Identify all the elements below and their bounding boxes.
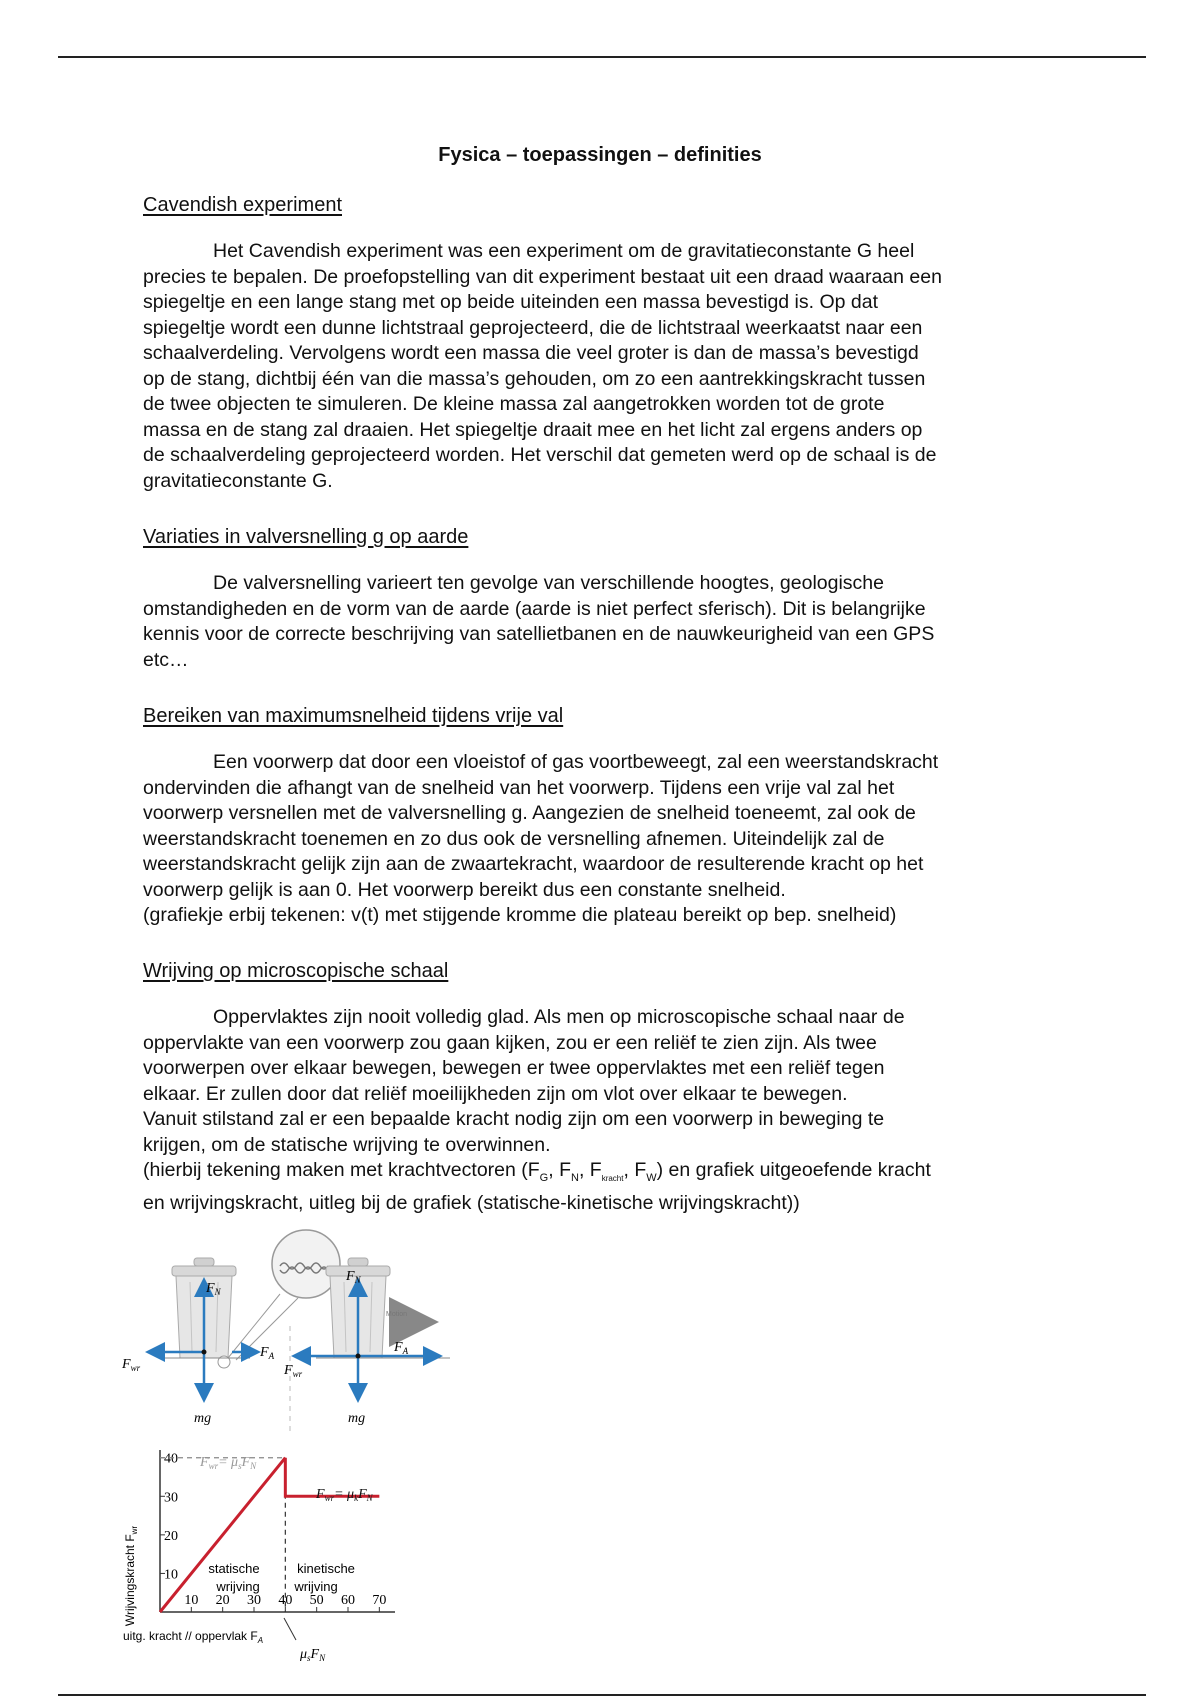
gravity-label: mg [194, 1411, 212, 1426]
gravity-label: mg [348, 1411, 366, 1426]
microscopic-zoom-bubble [228, 1230, 340, 1360]
paragraph-line: voorwerp versnellen met de valversnelling g. Aangezien de snelheid toeneemt, zal ook de [143, 802, 916, 824]
x-axis-label: uitg. kracht // oppervlak $F_A$ [123, 1629, 264, 1645]
friction-force-label: $F_{wr}$ [284, 1363, 303, 1379]
x-tick-label: 60 [341, 1593, 355, 1608]
paragraph-line: weerstandskracht toenemen en zo dus ook de versnelling afnemen. Uiteindelijk zal de [143, 827, 885, 850]
kinetic-region-label-1: kinetische [297, 1561, 355, 1576]
kinetic-region-label-2: wrijving [294, 1579, 338, 1594]
section-wrijving [143, 960, 1073, 1217]
paragraph-line: omstandigheden en de vorm van de aarde (aarde is niet perfect sferisch). Dit is belangrijke [143, 597, 926, 620]
static-region-label-2: wrijving [216, 1579, 260, 1594]
paragraph-line: Een voorwerp dat door een vloeistof of gas voortbeweegt, zal een weerstandskracht [213, 751, 939, 773]
x-tick-label: 70 [372, 1593, 387, 1608]
threshold-label: $\mu_sF_N$ [300, 1647, 326, 1663]
paragraph [143, 571, 1073, 673]
note-paragraph [143, 1158, 1073, 1217]
paragraph-line: krijgen, om de statische wrijving te overwinnen. [143, 1133, 551, 1156]
normal-force-label: $F_N$ [346, 1269, 361, 1285]
section-maximumsnelheid [143, 705, 1073, 929]
x-tick-label: 50 [309, 1593, 324, 1608]
paragraph-line: (grafiekje erbij tekenen: v(t) met stijgende kromme die plateau bereikt op bep. snelheid) [143, 904, 897, 926]
note-line-1: (hierbij tekening maken met krachtvectoren ($F_G$, $F_N$, $F_{kracht}$, $F_W$) en grafiek uitgeoefende kracht [143, 1159, 931, 1184]
y-axis-label: Wrijvingskracht $F_{wr}$ [123, 1525, 139, 1627]
friction-chart [123, 1450, 395, 1663]
page-title: Fysica – toepassingen – definities [438, 144, 762, 166]
paragraph-line: kennis voor de correcte beschrijving van satellietbanen en de nauwkeurigheid van een GPS [143, 623, 935, 645]
paragraph-line: precies te bepalen. De proefopstelling van dit experiment bestaat uit een draad waaraan een [143, 265, 942, 288]
y-tick-label: 40 [164, 1451, 178, 1467]
paragraph [143, 750, 1073, 929]
paragraph-line: gravitatieconstante G. [143, 469, 333, 492]
applied-force-label: $F_A$ [260, 1345, 275, 1361]
paragraph-line: elkaar. Er zullen door dat reliëf moeilijkheden zijn om vlot over elkaar te bewegen. [143, 1082, 848, 1105]
friction-force-label: $F_{wr}$ [122, 1357, 141, 1373]
paragraph-line: oppervlakte van een voorwerp zou gaan kijken, zou er een reliëf te zien zijn. Als twee [143, 1031, 877, 1054]
section-valversnelling [143, 526, 1073, 673]
normal-force-label: $F_N$ [206, 1281, 221, 1297]
paragraph-line: weerstandskracht gelijk zijn aan de zwaartekracht, waardoor de resulterende kracht op het [143, 853, 924, 875]
motion-label: Motion [386, 1311, 408, 1318]
applied-force-label: $F_A$ [394, 1340, 409, 1356]
paragraph-line: schaalverdeling. Vervolgens wordt een massa die veel groter is dan de massa’s bevestigd [143, 342, 919, 364]
section-cavendish [143, 194, 1073, 494]
trash-can-static [121, 1258, 275, 1426]
static-max-annotation: $F_{wr}= \mu_sF_N$ [200, 1455, 257, 1471]
paragraph-line: Oppervlaktes zijn nooit volledig glad. Als men op microscopische schaal naar de [213, 1006, 905, 1028]
section-heading: Cavendish experiment [143, 194, 342, 216]
paragraph-line: Het Cavendish experiment was een experiment om de gravitatieconstante G heel [213, 240, 915, 262]
note-line-2: en wrijvingskracht, uitleg bij de grafiek (statische-kinetische wrijvingskracht)) [143, 1192, 800, 1215]
section-heading: Wrijving op microscopische schaal [143, 960, 449, 982]
static-region-label-1: statische [208, 1561, 260, 1576]
y-tick-label: 20 [164, 1528, 178, 1544]
kinetic-annotation: $F_{wr}= \mu_kF_N$ [316, 1487, 373, 1503]
paragraph-line: de twee objecten te simuleren. De kleine massa zal aangetrokken worden tot de grote [143, 393, 885, 415]
x-tick-label: 30 [247, 1593, 261, 1608]
y-tick-label: 10 [164, 1567, 178, 1583]
x-tick-label: 20 [215, 1593, 230, 1608]
y-tick-label: 30 [164, 1490, 178, 1506]
top-rule [58, 56, 1146, 58]
paragraph-line: ondervinden die afhangt van de snelheid van het voorwerp. Tijdens een vrije val zal het [143, 776, 895, 799]
paragraph-line: voorwerpen over elkaar bewegen, bewegen er twee oppervlaktes met een reliëf tegen [143, 1057, 885, 1079]
friction-figure [120, 1226, 500, 1666]
x-tick-label: 10 [184, 1593, 199, 1608]
friction-illustration [120, 1226, 500, 1666]
paragraph-line: voorwerp gelijk is aan 0. Het voorwerp bereikt dus een constante snelheid. [143, 878, 786, 901]
bottom-rule [58, 1694, 1146, 1696]
paragraph [143, 239, 1073, 494]
x-tick-label: 40 [278, 1593, 293, 1608]
paragraph-line: De valversnelling varieert ten gevolge van verschillende hoogtes, geologische [213, 572, 884, 594]
paragraph-line: etc… [143, 648, 189, 671]
threshold-pointer [284, 1618, 296, 1640]
section-heading: Bereiken van maximumsnelheid tijdens vrije val [143, 705, 564, 727]
paragraph-line: Vanuit stilstand zal er een bepaalde kracht nodig zijn om een voorwerp in beweging te [143, 1108, 885, 1130]
paragraph-line: massa en de stang zal draaien. Het spiegeltje draait mee en het licht zal ergens anders op [143, 418, 923, 441]
paragraph-line: op de stang, dichtbij één van die massa’s gehouden, om zo een aantrekkingskracht tussen [143, 367, 926, 390]
paragraph-line: spiegeltje wordt een dunne lichtstraal geprojecteerd, die de lichtstraal weerkaatst naar een [143, 316, 923, 339]
paragraph-line: de schaalverdeling geprojecteerd worden. Het verschil dat gemeten werd op de schaal is de [143, 444, 937, 466]
paragraph [143, 1005, 1073, 1158]
section-heading: Variaties in valversnelling g op aarde [143, 526, 469, 548]
paragraph-line: spiegeltje en een lange stang met op beide uiteinden een massa bevestigd is. Op dat [143, 291, 879, 313]
